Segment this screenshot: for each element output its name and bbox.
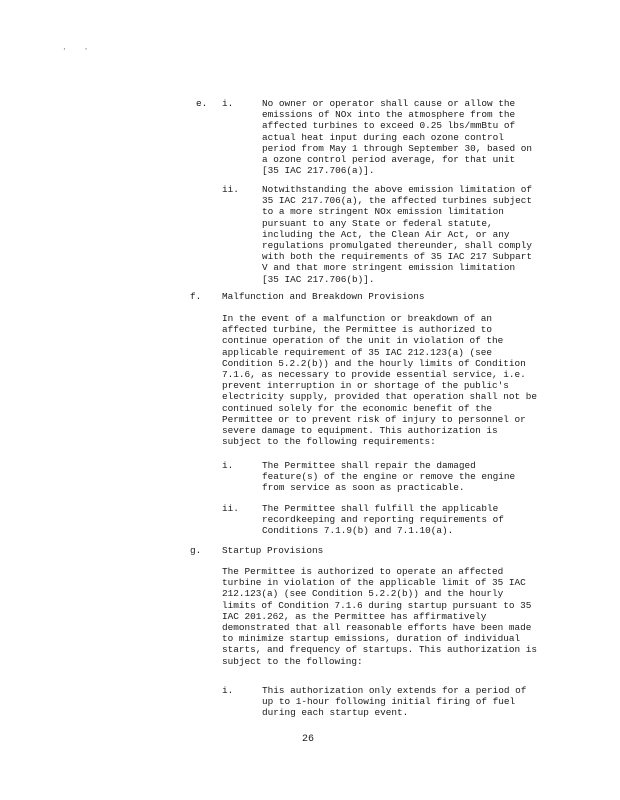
page-number: 26 bbox=[302, 734, 315, 745]
item-e-i-label: i. bbox=[222, 98, 234, 109]
item-g-label: g. bbox=[190, 545, 202, 556]
item-f-i-label: i. bbox=[222, 460, 234, 471]
corner-mark: · · bbox=[62, 45, 95, 54]
item-e-i-text: No owner or operator shall cause or allow the emissions of NOx into the atmosphere from the affected turbines to exceed 0.25 lbs/mmBtu of actual heat input during each ozone control period from May 1 through September 30, based on a ozone control period average, for that unit [35 IAC 217.706(a)]. bbox=[262, 98, 533, 177]
item-g-title: Startup Provisions bbox=[222, 545, 324, 556]
item-f-ii-label: ii. bbox=[222, 503, 239, 514]
item-f-i-text: The Permittee shall repair the damaged feature(s) of the engine or remove the engine from service as soon as practicable. bbox=[262, 460, 516, 494]
item-f-body: In the event of a malfunction or breakdown of an affected turbine, the Permittee is authorized to continue operation of the unit in violation of the applicable requirement of 35 IAC 212.123(a) (see Condition 5.2.2(b)) and the hourly limits of Condition 7.1.6, as necessary to provide essential service, i.e. prevent interruption in or shortage of the public's electricity supply, provided that operation shall not be continued solely for the economic benefit of the Permittee or to prevent risk of injury to personnel or severe damage to equipment. This authorization is subject to the following requirements: bbox=[222, 313, 538, 448]
item-g-i-text: This authorization only extends for a period of up to 1-hour following initial firing of fuel during each startup event. bbox=[262, 685, 527, 719]
item-f-label: f. bbox=[190, 291, 202, 302]
item-g-i-label: i. bbox=[222, 685, 234, 696]
item-f-ii-text: The Permittee shall fulfill the applicable recordkeeping and reporting requirements of Conditions 7.1.9(b) and 7.1.10(a). bbox=[262, 503, 504, 537]
item-e-ii-text: Notwithstanding the above emission limitation of 35 IAC 217.706(a), the affected turbines subject to a more stringent NOx emission limitation pursuant to any State or federal statute, including the Act, the Clean Air Act, or any regulations promulgated thereunder, shall comply with both the requirements of 35 IAC 217 Subpart V and that more stringent emission limitation [35 IAC 217.706(b)]. bbox=[262, 184, 533, 285]
item-e-ii-label: ii. bbox=[222, 184, 239, 195]
item-f-title: Malfunction and Breakdown Provisions bbox=[222, 291, 425, 302]
item-g-body: The Permittee is authorized to operate an affected turbine in violation of the applicable limit of 35 IAC 212.123(a) (see Condition 5.2.2(b)) and the hourly limits of Condition 7.1.6 during startup pursuant to 35 IAC 201.262, as the Permittee has affirmatively demonstrated that all reasonable efforts have been made to minimize startup emissions, duration of individual starts, and frequency of startups. This authorization is subject to the following: bbox=[222, 566, 538, 667]
item-e-label: e. bbox=[196, 98, 208, 109]
